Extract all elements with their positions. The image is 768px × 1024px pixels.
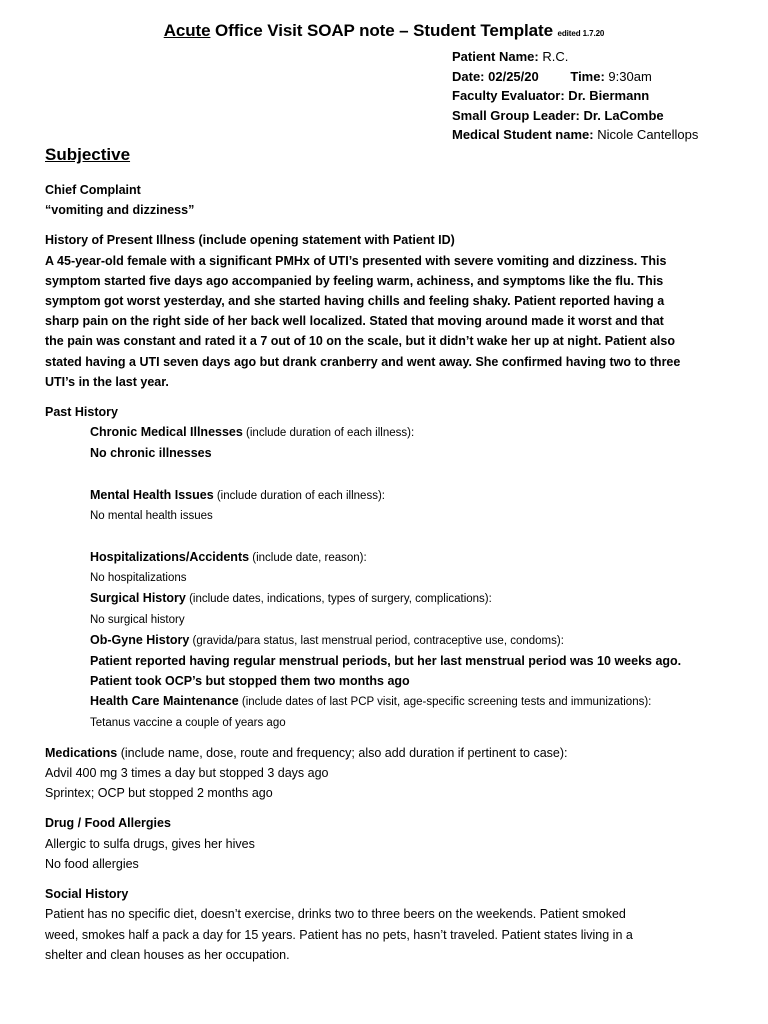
- hospitalizations-value: No hospitalizations: [90, 572, 187, 585]
- student-name-label: Medical Student name:: [452, 127, 594, 142]
- time-label: Time:: [570, 68, 605, 84]
- document-title: [0, 21, 768, 41]
- chief-complaint-label: Chief Complaint: [45, 183, 141, 197]
- patient-name-label: Patient Name:: [452, 49, 539, 64]
- health-maintenance-label: Health Care Maintenance: [90, 694, 239, 709]
- hospitalizations-row: [90, 547, 725, 568]
- surgical-history-label: Surgical History: [90, 591, 186, 606]
- mental-health-row: [90, 485, 725, 506]
- surgical-history-value: No surgical history: [90, 613, 185, 626]
- surgical-history-note: (include dates, indications, types of surgery, complications):: [185, 593, 492, 606]
- time-value: 9:30am: [604, 68, 652, 84]
- subjective-content: [45, 180, 725, 965]
- health-maintenance-note: (include dates of last PCP visit, age-specific screening tests and immunizations):: [238, 696, 652, 709]
- date-time-row: [452, 67, 698, 87]
- surgical-history-row: [90, 588, 725, 609]
- hpi-text: [45, 251, 725, 392]
- student-name-value: Nicole Cantellops: [593, 127, 699, 142]
- chronic-illness-note: (include duration of each illness):: [242, 427, 415, 440]
- faculty-evaluator: Faculty Evaluator: Dr. Biermann: [452, 88, 650, 103]
- patient-name-value: R.C.: [538, 49, 569, 64]
- hpi-label: History of Present Illness (include opening statement with Patient ID): [45, 233, 455, 248]
- medications-note: (include name, dose, route and frequency; also add duration if pertinent to case):: [117, 745, 568, 760]
- health-maintenance-row: [90, 691, 725, 712]
- allergy-item: No food allergies: [45, 856, 139, 871]
- medication-item: Advil 400 mg 3 times a day but stopped 3 days ago: [45, 766, 329, 781]
- hospitalizations-note: (include date, reason):: [249, 552, 367, 565]
- patient-name-row: [452, 47, 698, 67]
- chronic-illness-value: No chronic illnesses: [90, 446, 212, 461]
- hpi-line: symptom got worst yesterday, and she started having chills and feeling shaky. Patient reported having a: [45, 294, 665, 309]
- social-history-label: Social History: [45, 887, 129, 902]
- title-edited-note: edited 1.7.20: [557, 29, 605, 38]
- ob-gyne-label: Ob-Gyne History: [90, 632, 190, 647]
- title-rest: Office Visit SOAP note – Student Template: [210, 21, 558, 40]
- mental-health-note: (include duration of each illness):: [213, 489, 385, 502]
- hpi-line: stated having a UTI seven days ago but drank cranberry and went away. She confirmed having two to three: [45, 354, 681, 369]
- medications-row: [45, 743, 725, 763]
- ob-gyne-value-1: Patient reported having regular menstrual periods, but her last menstrual period was 10 weeks ago.: [90, 654, 682, 669]
- hpi-line: the pain was constant and rated it a 7 out of 10 on the scale, but it didn’t wake her up at night. Patient also: [45, 334, 675, 349]
- hpi-line: sharp pain on the right side of her back well localized. Stated that moving around made it worst and that: [45, 314, 664, 329]
- mental-health-label: Mental Health Issues: [90, 487, 214, 502]
- chronic-illness-row: [90, 422, 725, 443]
- medications-label: Medications: [45, 745, 118, 760]
- allergies-label: Drug / Food Allergies: [45, 816, 171, 831]
- hospitalizations-label: Hospitalizations/Accidents: [90, 550, 250, 565]
- subjective-heading: Subjective: [45, 145, 131, 164]
- allergy-item: Allergic to sulfa drugs, gives her hives: [45, 836, 255, 851]
- small-group-leader: Small Group Leader: Dr. LaCombe: [452, 107, 664, 123]
- hpi-line: symptom started five days ago accompanied by feeling warm, achiness, and symptoms like the flu. This: [45, 273, 664, 288]
- hpi-line: UTI’s in the last year.: [45, 374, 169, 389]
- chief-complaint-value: “vomiting and dizziness”: [45, 203, 195, 218]
- title-acute: Acute: [163, 21, 211, 40]
- mental-health-value: No mental health issues: [90, 509, 213, 522]
- social-history-line: weed, smokes half a pack a day for 15 years. Patient has no pets, hasn’t traveled. Patient states living in a: [45, 927, 633, 942]
- medication-item: Sprintex; OCP but stopped 2 months ago: [45, 786, 273, 801]
- ob-gyne-value-2: Patient took OCP’s but stopped them two months ago: [90, 674, 410, 689]
- ob-gyne-row: [90, 630, 725, 651]
- chronic-illness-label: Chronic Medical Illnesses: [90, 425, 243, 440]
- health-maintenance-value: Tetanus vaccine a couple of years ago: [90, 716, 286, 729]
- past-history-label: Past History: [45, 405, 118, 420]
- social-history-line: shelter and clean houses as her occupation.: [45, 947, 290, 962]
- ob-gyne-note: (gravida/para status, last menstrual period, contraceptive use, condoms):: [189, 634, 564, 647]
- social-history-line: Patient has no specific diet, doesn’t exercise, drinks two to three beers on the weekends. Patient smoked: [45, 907, 626, 922]
- patient-info-block: [452, 47, 698, 145]
- time-group: [570, 67, 651, 87]
- hpi-line: A 45-year-old female with a significant PMHx of UTI’s presented with severe vomiting and dizziness. This: [45, 253, 667, 268]
- past-history-section: [45, 422, 725, 733]
- date-label: Date: 02/25/20: [452, 68, 539, 84]
- student-name-row: [452, 125, 698, 145]
